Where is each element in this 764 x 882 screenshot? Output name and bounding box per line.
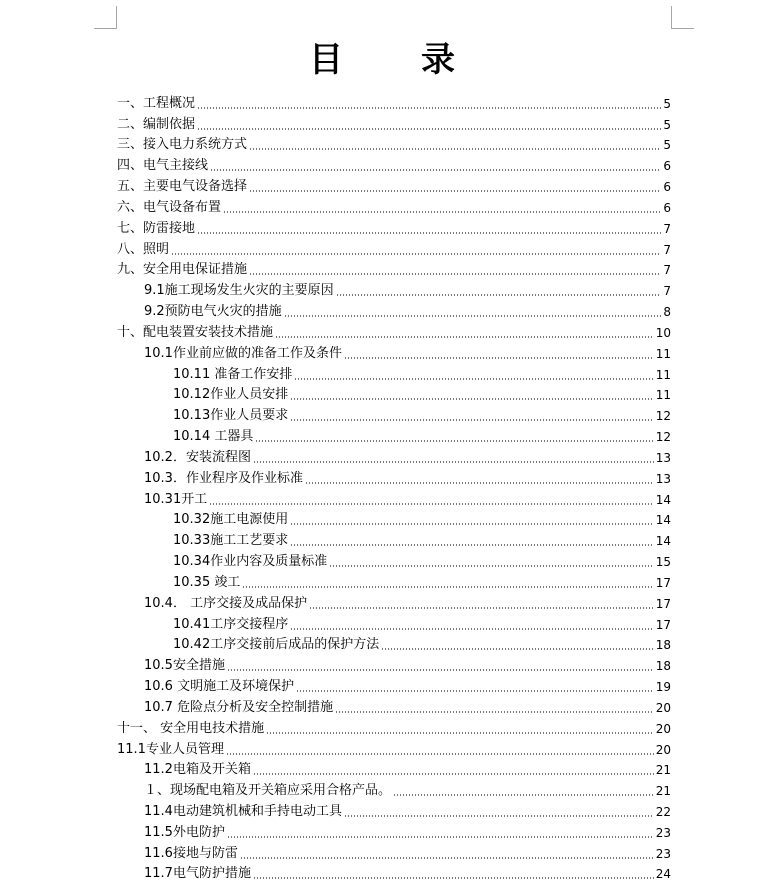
- toc-dot-leader: [290, 628, 654, 630]
- toc-entry[interactable]: [117, 612, 671, 633]
- toc-entry[interactable]: [117, 112, 671, 133]
- toc-entry-label: 10.7 危险点分析及安全控制措施: [144, 699, 334, 715]
- toc-entry[interactable]: [117, 862, 671, 882]
- toc-entry-label: 五、主要电气设备选择: [117, 179, 248, 195]
- toc-entry-label: 10.14 工器具: [173, 429, 254, 445]
- toc-dot-leader: [255, 440, 653, 442]
- toc-entry-page-number: 14: [655, 492, 671, 507]
- toc-entry[interactable]: [117, 237, 671, 258]
- toc-dot-leader: [253, 877, 654, 879]
- toc-dot-leader: [290, 523, 654, 525]
- toc-entry-page-number: 18: [655, 659, 671, 674]
- toc-entry[interactable]: [117, 841, 671, 862]
- toc-dot-leader: [253, 773, 654, 775]
- toc-entry-page-number: 21: [655, 763, 671, 778]
- toc-dot-leader: [290, 419, 654, 421]
- toc-entry-page-number: 23: [655, 825, 671, 840]
- toc-entry-page-number: 20: [655, 721, 671, 736]
- toc-entry-label: 一、工程概况: [117, 95, 196, 111]
- toc-entry-page-number: 6: [663, 200, 671, 215]
- toc-entry-page-number: 15: [655, 555, 671, 570]
- toc-dot-leader: [197, 232, 661, 234]
- toc-entry[interactable]: [117, 758, 671, 779]
- toc-dot-leader: [171, 253, 661, 255]
- toc-entry-page-number: 5: [663, 96, 671, 111]
- toc-entry-page-number: 14: [655, 534, 671, 549]
- toc-entry[interactable]: [117, 133, 671, 154]
- toc-entry-label: 10.31开工: [144, 491, 208, 507]
- toc-entry-page-number: 17: [655, 617, 671, 632]
- toc-dot-leader: [305, 482, 654, 484]
- toc-dot-leader: [344, 357, 654, 359]
- toc-entry-label: 11.5外电防护: [144, 824, 225, 840]
- toc-entry-label: 10.6 文明施工及环境保护: [144, 679, 295, 695]
- toc-dot-leader: [240, 857, 654, 859]
- toc-entry-label: 二、编制依据: [117, 116, 196, 132]
- toc-entry[interactable]: [117, 653, 671, 674]
- toc-entry[interactable]: [117, 153, 671, 174]
- toc-entry-page-number: 20: [655, 742, 671, 757]
- toc-dot-leader: [336, 294, 662, 296]
- toc-entry[interactable]: [117, 174, 671, 195]
- toc-entry-label: 10.33施工工艺要求: [173, 533, 289, 549]
- toc-entry-label: 10.3．作业程序及作业标准: [144, 470, 303, 486]
- toc-dot-leader: [344, 815, 654, 817]
- toc-dot-leader: [249, 190, 661, 192]
- toc-entry-label: 9.2预防电气火灾的措施: [144, 304, 282, 320]
- title-char-right: 录: [421, 40, 455, 80]
- toc-entry-page-number: 7: [663, 242, 671, 257]
- toc-entry[interactable]: [117, 195, 671, 216]
- page-corner-mark-left: [94, 6, 117, 29]
- toc-entry-label: 10.35 竣工: [173, 574, 241, 590]
- toc-entry-page-number: 21: [655, 784, 671, 799]
- toc-dot-leader: [329, 565, 654, 567]
- toc-dot-leader: [284, 315, 662, 317]
- toc-entry-label: 三、接入电力系统方式: [117, 137, 248, 153]
- toc-entry-label: 10.42工序交接前后成品的保护方法: [173, 637, 380, 653]
- toc-entry-label: 四、电气主接线: [117, 158, 209, 174]
- toc-entry[interactable]: [117, 591, 671, 612]
- toc-dot-leader: [226, 753, 654, 755]
- toc-entry[interactable]: [117, 674, 671, 695]
- toc-entry-label: 10.11 准备工作安排: [173, 366, 293, 382]
- toc-dot-leader: [335, 711, 654, 713]
- toc-dot-leader: [249, 148, 661, 150]
- toc-entry-page-number: 18: [655, 638, 671, 653]
- toc-entry-page-number: 5: [663, 117, 671, 132]
- toc-entry[interactable]: [117, 528, 671, 549]
- toc-entry-page-number: 7: [663, 221, 671, 236]
- toc-entry[interactable]: [117, 258, 671, 279]
- toc-entry-label: 10.41工序交接程序: [173, 616, 289, 632]
- toc-entry-page-number: 7: [663, 284, 671, 299]
- toc-entry-label: 11.7电气防护措施: [144, 866, 251, 882]
- toc-entry-label: 10.1作业前应做的准备工作及条件: [144, 345, 342, 361]
- toc-entry-page-number: 11: [655, 388, 671, 403]
- toc-entry-label: 10.4． 工序交接及成品保护: [144, 595, 308, 611]
- toc-dot-leader: [266, 732, 654, 734]
- toc-entry-page-number: 17: [655, 575, 671, 590]
- toc-entry[interactable]: [117, 549, 671, 570]
- toc-entry-label: 11.1专业人员管理: [117, 741, 224, 757]
- toc-dot-leader: [249, 273, 661, 275]
- toc-entry-page-number: 17: [655, 596, 671, 611]
- toc-entry-label: 十、配电装置安装技术措施: [117, 324, 274, 340]
- toc-entry-label: 11.4电动建筑机械和手持电动工具: [144, 803, 342, 819]
- toc-entry-label: 10.2．安装流程图: [144, 449, 251, 465]
- toc-entry-label: 九、安全用电保证措施: [117, 262, 248, 278]
- toc-entry[interactable]: [117, 695, 671, 716]
- toc-entry-label: １、现场配电箱及开关箱应采用合格产品。: [144, 783, 392, 799]
- toc-entry-label: 10.12作业人员安排: [173, 387, 289, 403]
- toc-entry-label: 10.32施工电源使用: [173, 512, 289, 528]
- toc-entry-page-number: 12: [655, 409, 671, 424]
- toc-entry-page-number: 24: [655, 867, 671, 882]
- toc-dot-leader: [275, 336, 654, 338]
- toc-entry[interactable]: [117, 299, 671, 320]
- toc-dot-leader: [197, 128, 661, 130]
- toc-entry[interactable]: [117, 799, 671, 820]
- toc-dot-leader: [227, 669, 654, 671]
- toc-dot-leader: [393, 794, 654, 796]
- toc-entry-page-number: 14: [655, 513, 671, 528]
- toc-entry-label: 10.13作业人员要求: [173, 408, 289, 424]
- toc-entry-label: 10.5安全措施: [144, 658, 225, 674]
- toc-entry-page-number: 11: [655, 367, 671, 382]
- toc-entry-page-number: 11: [655, 346, 671, 361]
- toc-entry-page-number: 22: [655, 804, 671, 819]
- toc-entry-label: 六、电气设备布置: [117, 199, 222, 215]
- toc-dot-leader: [253, 461, 654, 463]
- toc-entry-page-number: 6: [663, 180, 671, 195]
- toc-entry-page-number: 13: [655, 450, 671, 465]
- toc-dot-leader: [210, 169, 661, 171]
- toc-entry[interactable]: [117, 508, 671, 529]
- toc-entry-page-number: 7: [663, 263, 671, 278]
- toc-entry-page-number: 10: [655, 325, 671, 340]
- toc-entry-label: 11.2电箱及开关箱: [144, 762, 251, 778]
- toc-entry[interactable]: [117, 487, 671, 508]
- toc-entry-page-number: 8: [663, 305, 671, 320]
- toc-entry-page-number: 13: [655, 471, 671, 486]
- toc-entry[interactable]: [117, 737, 671, 758]
- toc-entry-label: 9.1施工现场发生火灾的主要原因: [144, 283, 334, 299]
- toc-entry-page-number: 5: [663, 138, 671, 153]
- toc-entry[interactable]: [117, 362, 671, 383]
- table-of-contents: [117, 91, 671, 882]
- toc-entry[interactable]: [117, 278, 671, 299]
- toc-entry[interactable]: [117, 820, 671, 841]
- toc-entry-page-number: 12: [655, 430, 671, 445]
- toc-entry[interactable]: [117, 570, 671, 591]
- toc-entry-page-number: 6: [663, 159, 671, 174]
- toc-entry[interactable]: [117, 403, 671, 424]
- toc-entry-label: 10.34作业内容及质量标准: [173, 554, 328, 570]
- toc-entry[interactable]: [117, 778, 671, 799]
- toc-dot-leader: [381, 648, 654, 650]
- toc-entry-label: 11.6接地与防雷: [144, 845, 238, 861]
- toc-entry-label: 八、照明: [117, 241, 170, 257]
- page-title: [0, 38, 764, 82]
- title-char-left: 目: [309, 40, 343, 80]
- page-corner-mark-right: [671, 6, 694, 29]
- toc-entry[interactable]: [117, 216, 671, 237]
- toc-dot-leader: [296, 690, 654, 692]
- toc-entry[interactable]: [117, 716, 671, 737]
- toc-entry-page-number: 19: [655, 680, 671, 695]
- toc-entry[interactable]: [117, 383, 671, 404]
- toc-entry-page-number: 20: [655, 700, 671, 715]
- toc-dot-leader: [227, 836, 654, 838]
- toc-entry[interactable]: [117, 424, 671, 445]
- toc-dot-leader: [242, 586, 653, 588]
- toc-dot-leader: [294, 378, 653, 380]
- toc-dot-leader: [197, 107, 661, 109]
- toc-dot-leader: [290, 544, 654, 546]
- toc-entry[interactable]: [117, 341, 671, 362]
- toc-entry[interactable]: [117, 91, 671, 112]
- toc-entry[interactable]: [117, 320, 671, 341]
- toc-entry-label: 十一、 安全用电技术措施: [117, 720, 265, 736]
- toc-entry[interactable]: [117, 445, 671, 466]
- toc-dot-leader: [290, 398, 654, 400]
- toc-dot-leader: [309, 607, 654, 609]
- toc-dot-leader: [209, 503, 654, 505]
- toc-entry-label: 七、防雷接地: [117, 220, 196, 236]
- toc-entry-page-number: 23: [655, 846, 671, 861]
- toc-dot-leader: [223, 211, 661, 213]
- toc-entry[interactable]: [117, 633, 671, 654]
- toc-entry[interactable]: [117, 466, 671, 487]
